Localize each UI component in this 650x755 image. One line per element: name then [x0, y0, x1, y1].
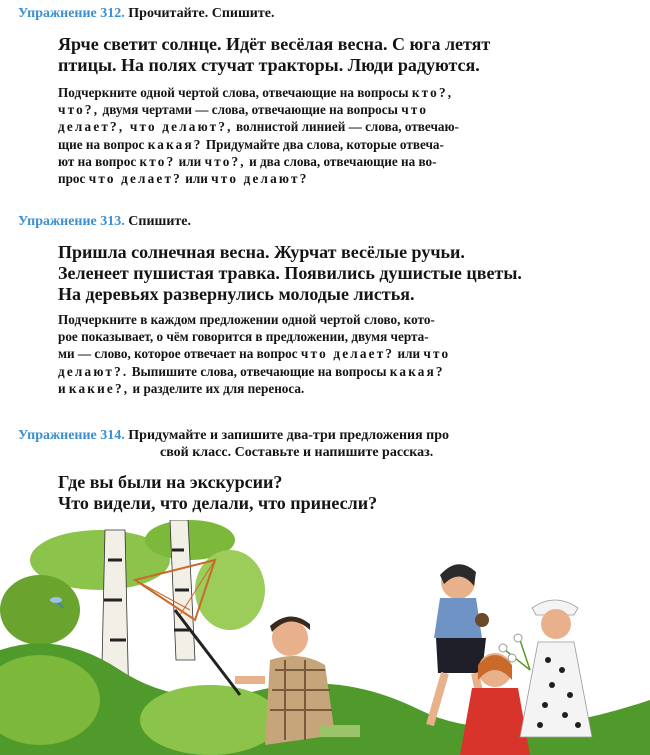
task-text: Подчеркните одной чертой слова, отвечающие на вопросы: [58, 85, 412, 100]
task-text: и: [58, 380, 69, 396]
exercise-313-text: [58, 242, 522, 305]
task-text: ют на вопрос: [58, 153, 140, 169]
exercise-312-text-line: Ярче светит солнце. Идёт весёлая весна. С юга летят: [58, 34, 491, 54]
exercise-313-instruction: Спишите.: [128, 214, 191, 229]
question-word: какая?: [389, 363, 445, 379]
question-word: кто?,: [411, 85, 454, 100]
task-text: или: [175, 153, 205, 169]
task-text: ми — слово, которое отвечает на вопрос: [58, 346, 301, 362]
task-text: Подчеркните в каждом предложении одной чертой слово, кото-: [58, 312, 435, 327]
exercise-312-header: [18, 6, 274, 22]
question-word: делает?, что делают?,: [58, 119, 233, 135]
question-word: какие?,: [68, 380, 130, 396]
task-text: и разделите их для переноса.: [129, 380, 305, 396]
children-excursion-illustration: [0, 520, 650, 755]
exercise-313-text-line: На деревьях развернулись молодые листья.: [58, 284, 415, 304]
task-text: Придумайте два слова, которые отвеча-: [202, 136, 444, 152]
task-text: волнистой линией — слова, отвечаю-: [232, 119, 459, 135]
exercise-312-text: [58, 34, 490, 76]
exercise-314-question: Где вы были на экскурсии?: [58, 472, 283, 492]
question-word: что делают?: [211, 171, 309, 187]
question-word: что: [423, 346, 451, 362]
exercise-312-number: Упражнение 312.: [18, 6, 125, 21]
exercise-313-header: [18, 214, 191, 230]
task-text: рое показывает, о чём говорится в предложении, двумя черта-: [58, 329, 429, 345]
task-text: двумя чертами — слова, отвечающие на вопросы: [99, 102, 402, 118]
question-word: делают?.: [58, 363, 129, 379]
task-text: или: [394, 346, 424, 362]
exercise-314-question: Что видели, что делали, что принесли?: [58, 493, 378, 513]
tree-foliage: [0, 520, 265, 645]
task-text: щие на вопрос: [58, 136, 148, 152]
exercise-312-instruction: Прочитайте. Спишите.: [128, 6, 275, 21]
task-text: или: [181, 171, 212, 187]
question-word: кто?: [139, 153, 176, 169]
exercise-313-number: Упражнение 313.: [18, 214, 125, 229]
exercise-313-text-line: Пришла солнечная весна. Журчат весёлые ручьи.: [58, 242, 465, 262]
exercise-312-text-line: птицы. На полях стучат тракторы. Люди радуются.: [58, 55, 480, 75]
exercise-314-instruction: Придумайте и запишите два-три предложения про: [128, 428, 450, 443]
exercise-312-task: [58, 84, 459, 187]
exercise-313-task: [58, 311, 450, 397]
task-text: прос: [58, 171, 89, 187]
question-word: что?,: [58, 102, 100, 118]
question-word: какая?: [147, 136, 203, 152]
exercise-314-number: Упражнение 314.: [18, 428, 125, 443]
question-word: что делает?: [88, 171, 182, 187]
exercise-314-instruction-line2: свой класс. Составьте и напишите рассказ.: [160, 445, 434, 460]
exercise-314-questions: [58, 472, 377, 514]
task-text: Выпишите слова, отвечающие на вопросы: [128, 363, 390, 379]
task-text: и два слова, отвечающие на во-: [245, 153, 437, 169]
question-word: что: [401, 102, 429, 118]
exercise-313-text-line: Зеленеет пушистая травка. Появились душистые цветы.: [58, 263, 522, 283]
question-word: что?,: [204, 153, 246, 169]
question-word: что делает?: [300, 346, 395, 362]
exercise-314-header: [18, 428, 449, 444]
exercise-314-instruction-cont: [160, 445, 433, 461]
